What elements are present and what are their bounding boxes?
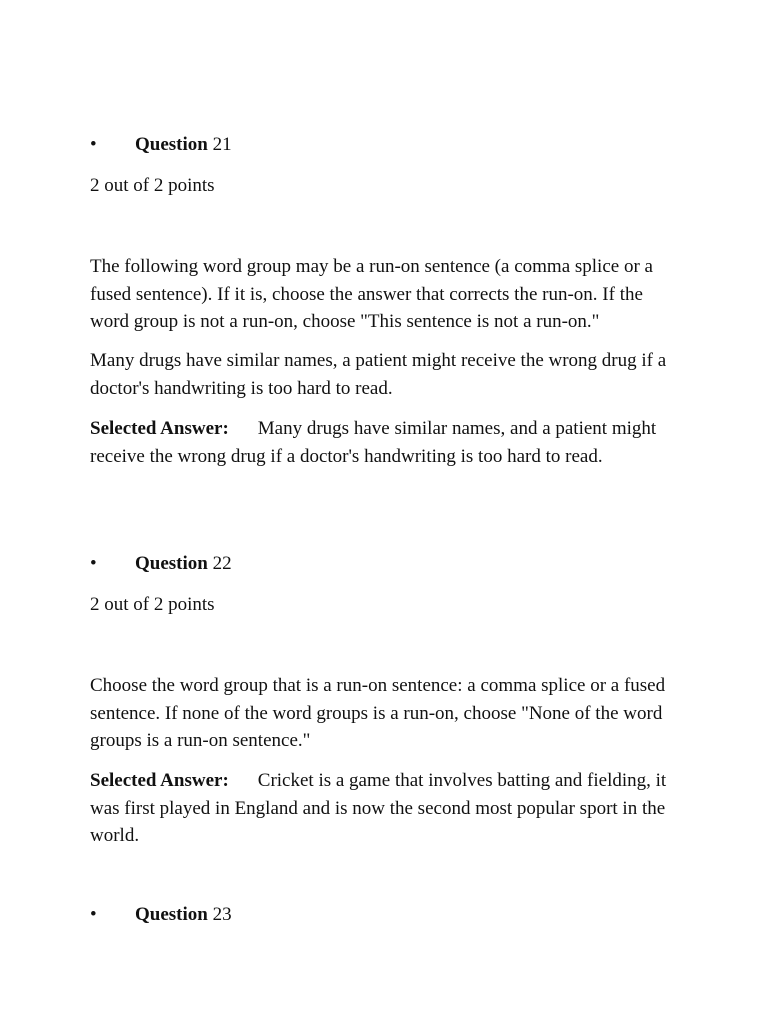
question-number: 21 [212,134,232,155]
question-22-prompt: Choose the word group that is a run-on sentence: a comma splice or a fused sentence. If none of the word groups is a run-on, choose "None of the word groups is a run-on sentence." [90,675,666,751]
question-21-points: 2 out of 2 points [90,175,215,196]
question-number: 22 [212,553,232,574]
question-label: Question [135,904,208,925]
bullet: • [90,904,97,925]
question-number: 23 [212,904,232,925]
bullet: • [90,553,97,574]
selected-answer-text: Many drugs have similar names, and a patient might receive the wrong drug if a doctor's handwriting is too hard to read. [90,418,657,467]
selected-answer-label: Selected Answer: [90,418,229,439]
question-22-heading [90,550,232,577]
question-23-heading [90,901,232,928]
question-label: Question [135,134,208,155]
question-22-selected-answer [90,767,680,850]
selected-answer-label: Selected Answer: [90,770,229,791]
question-21-item: Many drugs have similar names, a patient might receive the wrong drug if a doctor's handwriting is too hard to read. [90,350,667,399]
question-label: Question [135,553,208,574]
question-21-heading [90,131,232,158]
question-22-points: 2 out of 2 points [90,594,215,615]
bullet: • [90,134,97,155]
question-21-selected-answer [90,415,680,470]
question-21-prompt: The following word group may be a run-on sentence (a comma splice or a fused sentence). If it is, choose the answer that corrects the run-on. If the word group is not a run-on, choose "This sentence is not a run-on." [90,256,653,332]
selected-answer-text: Cricket is a game that involves batting and fielding, it was first played in England and is now the second most popular sport in the world. [90,770,667,846]
